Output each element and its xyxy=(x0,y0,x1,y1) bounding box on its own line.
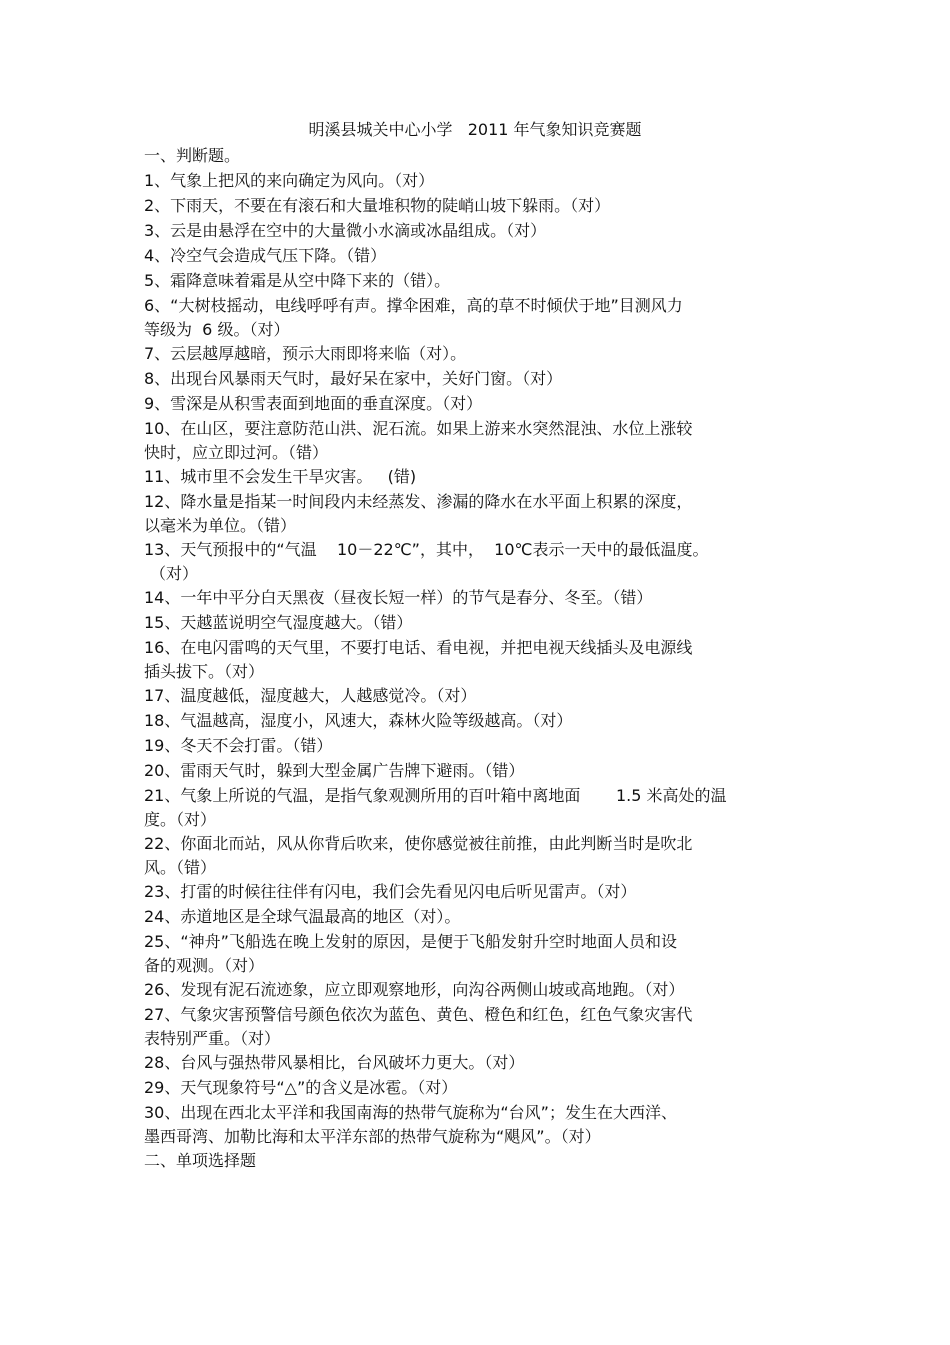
question-item: 13、天气预报中的“气温 10－22℃”，其中， 10℃表示一天中的最低温度。 xyxy=(144,540,709,559)
question-item: 22、你面北而站，风从你背后吹来，使你感觉被往前推，由此判断当时是吹北 xyxy=(144,834,693,853)
question-item: 28、台风与强热带风暴相比，台风破坏力更大。（对） xyxy=(144,1053,525,1072)
question-item-continuation: 等级为 6 级。（对） xyxy=(144,320,290,339)
question-item: 26、发现有泥石流迹象，应立即观察地形，向沟谷两侧山坡或高地跑。（对） xyxy=(144,980,685,999)
question-item: 5、霜降意味着霜是从空中降下来的（错）。 xyxy=(144,271,451,290)
question-item: 25、“神舟”飞船选在晚上发射的原因，是便于飞船发射升空时地面人员和设 xyxy=(144,932,677,951)
question-item: 7、云层越厚越暗，预示大雨即将来临（对）。 xyxy=(144,344,467,363)
question-item: 23、打雷的时候往往伴有闪电，我们会先看见闪电后听见雷声。（对） xyxy=(144,882,637,901)
question-item: 18、气温越高，湿度小，风速大，森林火险等级越高。（对） xyxy=(144,711,573,730)
question-item-continuation: 备的观测。（对） xyxy=(144,956,265,975)
question-item: 17、温度越低，湿度越大，人越感觉冷。（对） xyxy=(144,686,477,705)
question-item-continuation: 表特别严重。（对） xyxy=(144,1029,281,1048)
question-item: 20、雷雨天气时，躲到大型金属广告牌下避雨。（错） xyxy=(144,761,525,780)
question-item: 6、“大树枝摇动，电线呼呼有声。撑伞困难，高的草不时倾伏于地”目测风力 xyxy=(144,296,683,315)
question-item-continuation: 风。（错） xyxy=(144,858,217,877)
question-item-continuation: 以毫米为单位。（错） xyxy=(144,516,297,535)
question-item-continuation: 墨西哥湾、加勒比海和太平洋东部的热带气旋称为“飓风”。（对） xyxy=(144,1127,601,1146)
document-title: 明溪县城关中心小学 2011 年气象知识竞赛题 xyxy=(308,120,642,139)
question-item: 30、出现在西北太平洋和我国南海的热带气旋称为“台风”；发生在大西洋、 xyxy=(144,1103,677,1122)
question-item: 2、下雨天，不要在有滚石和大量堆积物的陡峭山坡下躲雨。（对） xyxy=(144,196,611,215)
section-heading-single-choice: 二、单项选择题 xyxy=(144,1151,257,1170)
question-item: 27、气象灾害预警信号颜色依次为蓝色、黄色、橙色和红色，红色气象灾害代 xyxy=(144,1005,693,1024)
question-item: 29、天气现象符号“△”的含义是冰雹。（对） xyxy=(144,1078,458,1097)
question-item: 4、冷空气会造成气压下降。（错） xyxy=(144,246,387,265)
question-item: 11、城市里不会发生干旱灾害。 (错) xyxy=(144,467,417,486)
question-item-continuation: 快时，应立即过河。（错） xyxy=(144,443,329,462)
question-item: 3、云是由悬浮在空中的大量微小水滴或冰晶组成。（对） xyxy=(144,221,547,240)
question-item: 21、气象上所说的气温，是指气象观测所用的百叶箱中离地面 1.5 米高处的温 xyxy=(144,786,727,805)
question-item-continuation: 度。（对） xyxy=(144,810,217,829)
question-item: 9、雪深是从积雪表面到地面的垂直深度。（对） xyxy=(144,394,483,413)
question-item: 10、在山区，要注意防范山洪、泥石流。如果上游来水突然混浊、水位上涨较 xyxy=(144,419,693,438)
question-list xyxy=(144,168,804,1148)
document-body xyxy=(144,143,804,1173)
question-item: 14、一年中平分白天黑夜（昼夜长短一样）的节气是春分、冬至。（错） xyxy=(144,588,653,607)
question-item: 15、天越蓝说明空气湿度越大。（错） xyxy=(144,613,413,632)
question-item: 8、出现台风暴雨天气时，最好呆在家中，关好门窗。（对） xyxy=(144,369,563,388)
question-item: 19、冬天不会打雷。（错） xyxy=(144,736,333,755)
question-item-continuation: 插头拔下。（对） xyxy=(144,662,265,681)
question-item-continuation: （对） xyxy=(150,564,199,583)
section-heading-judgement: 一、判断题。 xyxy=(144,146,241,165)
question-item: 24、赤道地区是全球气温最高的地区（对）。 xyxy=(144,907,461,926)
question-item: 1、气象上把风的来向确定为风向。（对） xyxy=(144,171,435,190)
question-item: 16、在电闪雷鸣的天气里，不要打电话、看电视，并把电视天线插头及电源线 xyxy=(144,638,693,657)
question-item: 12、降水量是指某一时间段内未经蒸发、渗漏的降水在水平面上积累的深度， xyxy=(144,492,693,511)
